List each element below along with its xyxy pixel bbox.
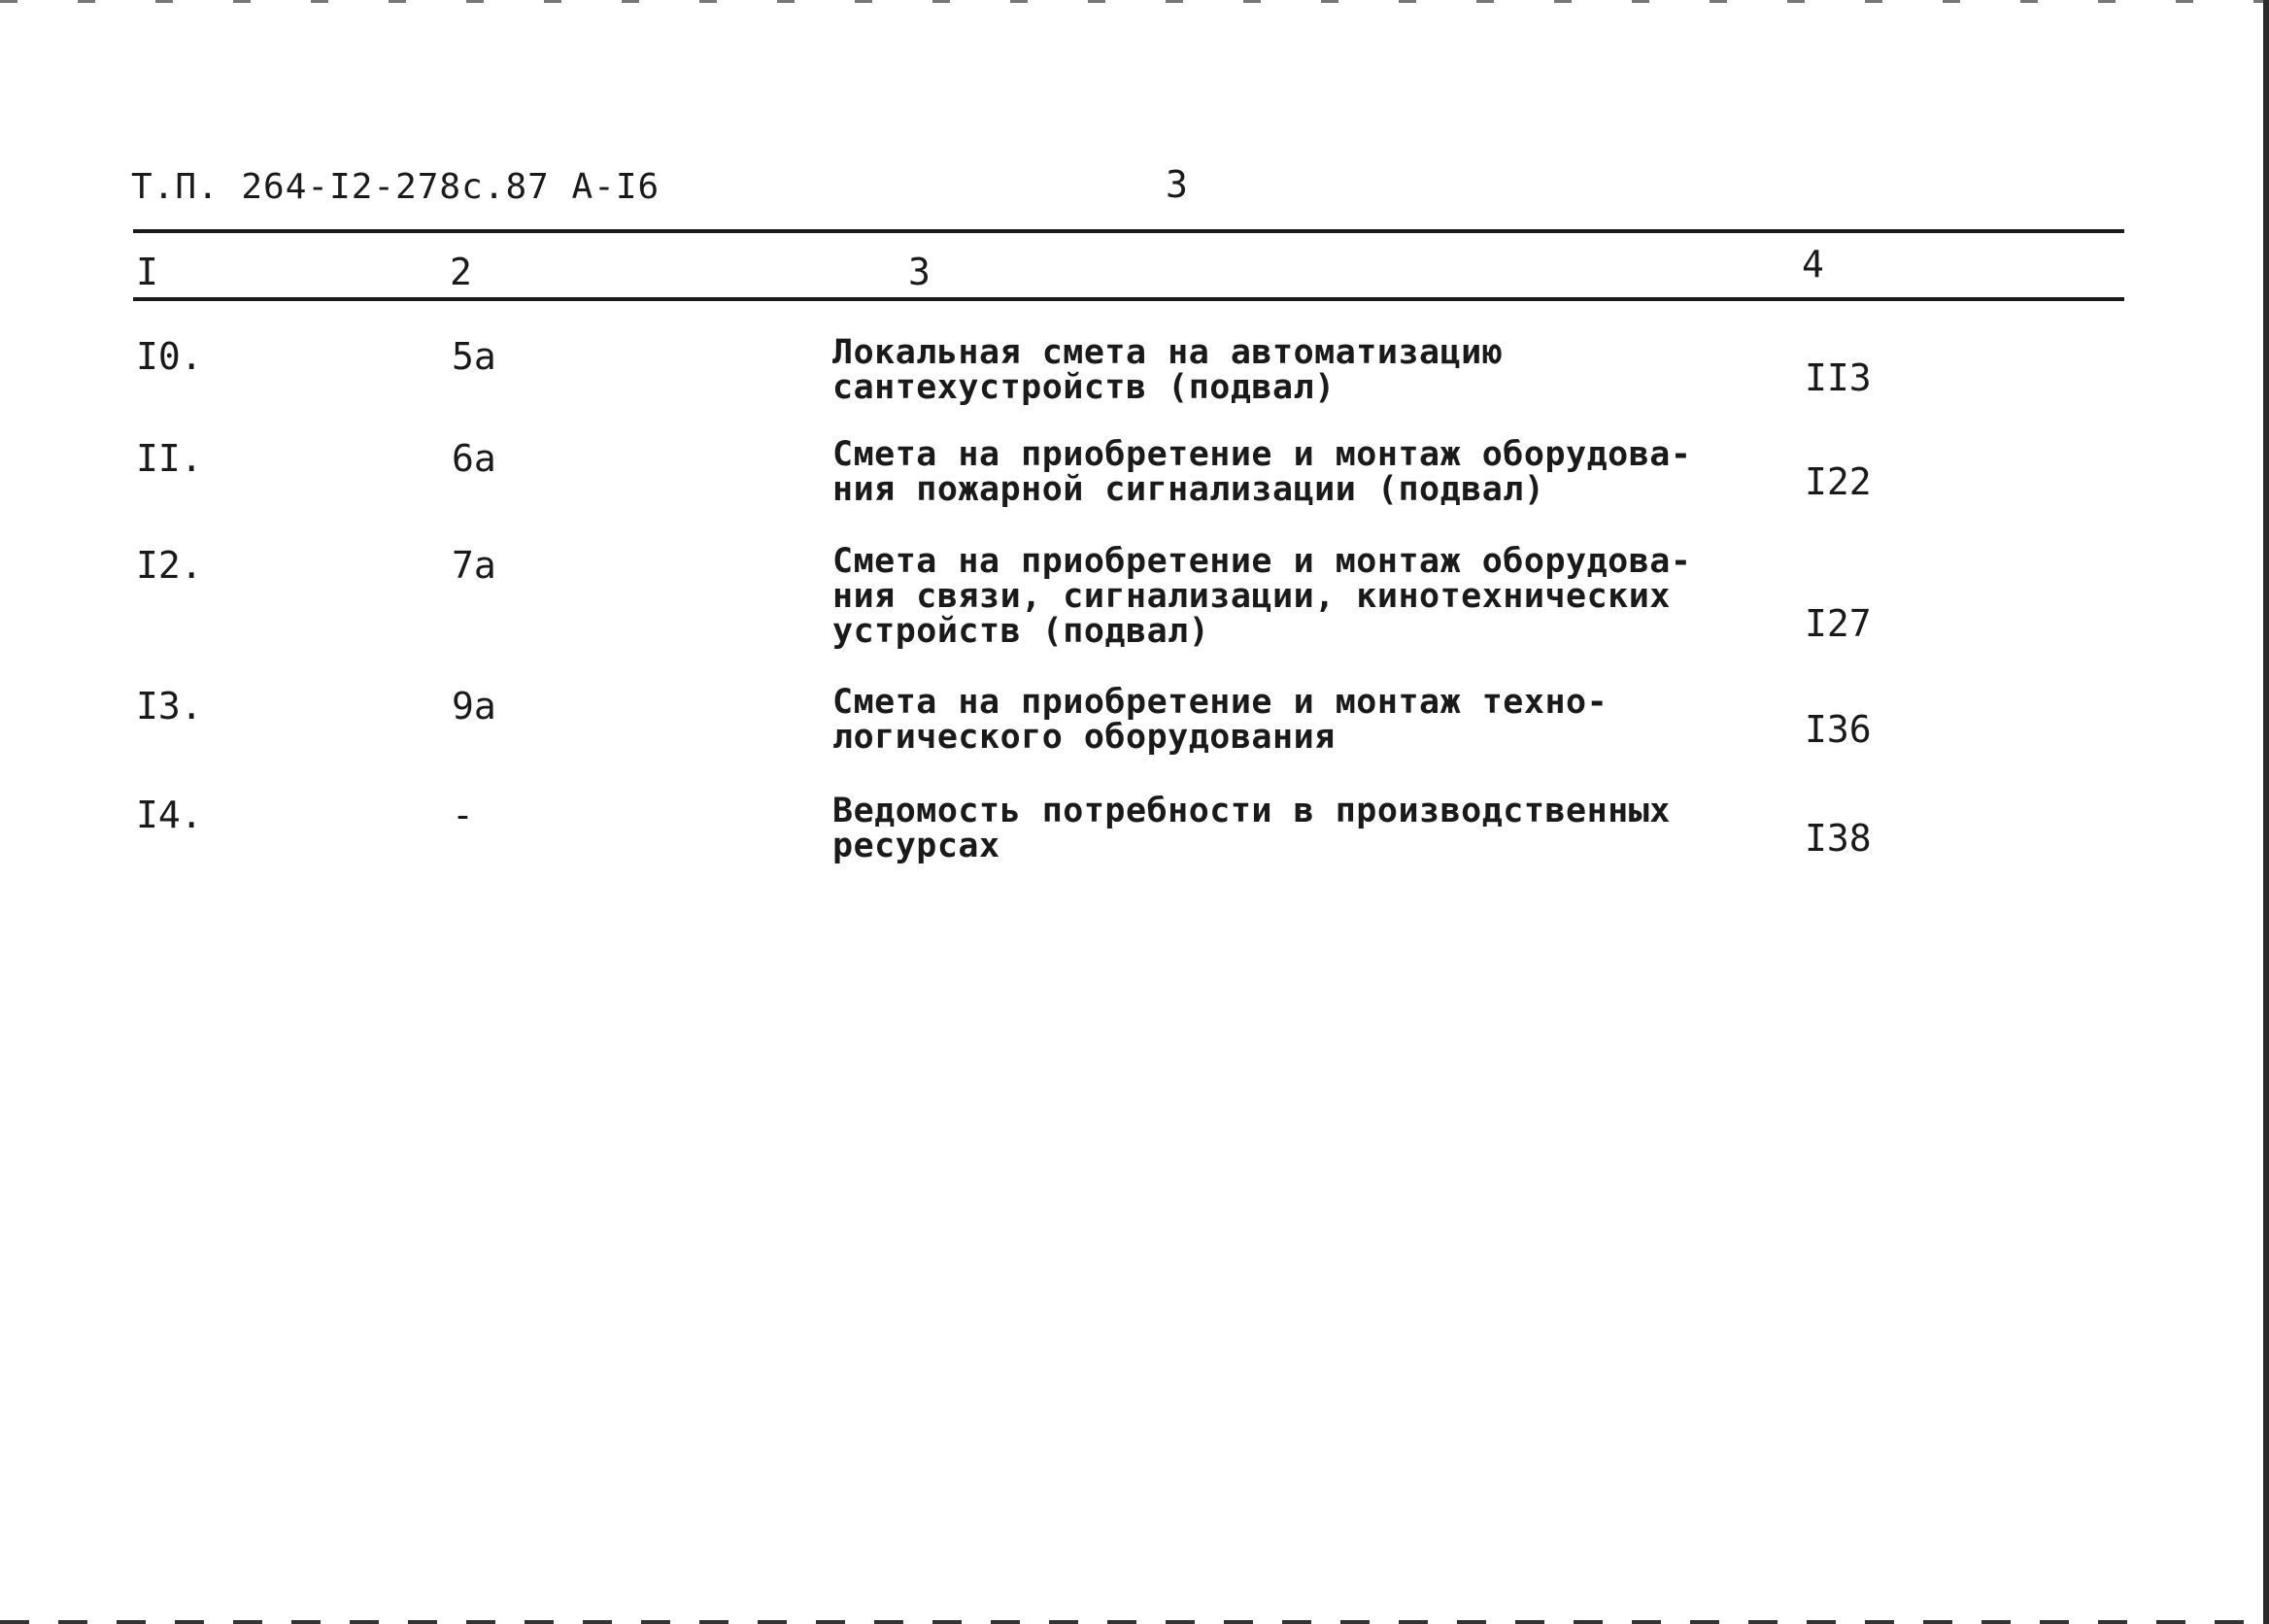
row-description: Ведомость потребности в производственных ресурсах <box>832 792 1671 865</box>
column-header-4: 4 <box>1802 243 1824 286</box>
scan-edge-top <box>0 0 2269 3</box>
column-header-3: 3 <box>908 251 931 293</box>
table-top-rule <box>133 229 2124 233</box>
row-page: I27 <box>1805 602 1872 645</box>
row-code: - <box>452 794 474 836</box>
row-description: Смета на приобретение и монтаж техно- логического оборудования <box>832 683 1609 757</box>
row-page: I22 <box>1805 460 1872 503</box>
row-page: I38 <box>1805 817 1872 860</box>
page-number: 3 <box>1166 163 1188 206</box>
row-number: I4. <box>136 794 203 836</box>
document-code: Т.П. 264-I2-278с.87 А-I6 <box>131 167 660 207</box>
row-description: Локальная смета на автоматизацию сантехустройств (подвал) <box>832 333 1504 407</box>
row-code: 6а <box>452 437 496 480</box>
column-header-2: 2 <box>450 251 472 293</box>
row-code: 9а <box>452 685 496 727</box>
row-page: II3 <box>1805 356 1872 399</box>
row-code: 5а <box>452 335 496 378</box>
row-page: I36 <box>1805 708 1872 751</box>
row-number: I2. <box>136 544 203 587</box>
table-header-rule <box>133 297 2124 301</box>
row-code: 7а <box>452 544 496 587</box>
row-description: Смета на приобретение и монтаж оборудова- ния пожарной сигнализации (подвал) <box>832 435 1692 509</box>
row-number: II. <box>136 437 203 480</box>
column-header-1: I <box>136 251 158 293</box>
row-number: I3. <box>136 685 203 727</box>
scan-edge-right <box>2263 0 2269 1624</box>
row-description: Смета на приобретение и монтаж оборудова- ния связи, сигнализации, кинотехнических устройств (подвал) <box>832 542 1692 651</box>
row-number: I0. <box>136 335 203 378</box>
scan-edge-bottom <box>0 1620 2269 1624</box>
